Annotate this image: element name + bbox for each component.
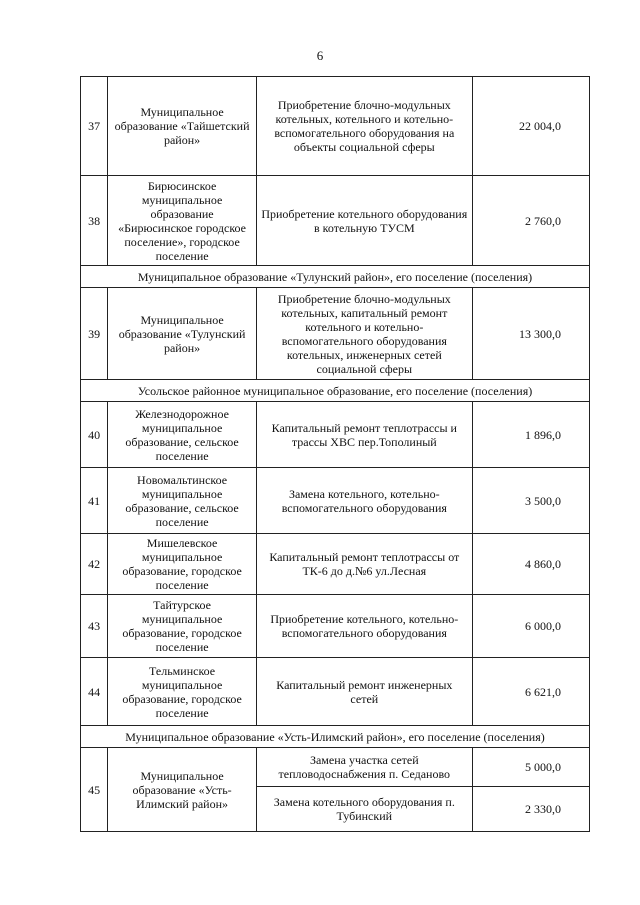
row-number: 41 xyxy=(81,468,108,534)
amount-cell: 13 300,0 xyxy=(472,288,589,380)
amount-cell: 5 000,0 xyxy=(472,748,589,787)
section-row xyxy=(81,380,590,402)
municipality-cell: Мишелевское муниципальное образование, городское поселение xyxy=(108,534,257,595)
table-row xyxy=(81,748,590,787)
table-row xyxy=(81,288,590,380)
work-cell: Приобретение блочно-модульных котельных, котельного и котельно-вспомогательного оборудования на объекты социальной сферы xyxy=(256,77,472,176)
row-number: 37 xyxy=(81,77,108,176)
section-heading: Муниципальное образование «Тулунский район», его поселение (поселения) xyxy=(81,266,590,288)
row-number: 45 xyxy=(81,748,108,832)
row-number: 40 xyxy=(81,402,108,468)
municipality-cell: Муниципальное образование «Тайшетский район» xyxy=(108,77,257,176)
work-cell: Замена котельного оборудования п. Тубинский xyxy=(256,787,472,832)
work-cell: Замена котельного, котельно-вспомогательного оборудования xyxy=(256,468,472,534)
work-cell: Приобретение котельного, котельно-вспомогательного оборудования xyxy=(256,595,472,658)
section-heading: Муниципальное образование «Усть-Илимский район», его поселение (поселения) xyxy=(81,726,590,748)
amount-cell: 4 860,0 xyxy=(472,534,589,595)
amount-cell: 3 500,0 xyxy=(472,468,589,534)
work-cell: Приобретение котельного оборудования в котельную ТУСМ xyxy=(256,176,472,266)
municipality-cell: Новомальтинское муниципальное образование, сельское поселение xyxy=(108,468,257,534)
amount-cell: 22 004,0 xyxy=(472,77,589,176)
row-number: 44 xyxy=(81,658,108,726)
municipality-cell: Тельминское муниципальное образование, городское поселение xyxy=(108,658,257,726)
amount-cell: 1 896,0 xyxy=(472,402,589,468)
section-row xyxy=(81,266,590,288)
work-cell: Капитальный ремонт теплотрассы от ТК-6 до д.№6 ул.Лесная xyxy=(256,534,472,595)
municipality-cell: Железнодорожное муниципальное образование, сельское поселение xyxy=(108,402,257,468)
table-row xyxy=(81,402,590,468)
work-cell: Капитальный ремонт инженерных сетей xyxy=(256,658,472,726)
funding-table xyxy=(80,76,590,832)
row-number: 43 xyxy=(81,595,108,658)
page-number: 6 xyxy=(316,48,324,63)
table-row xyxy=(81,534,590,595)
row-number: 39 xyxy=(81,288,108,380)
work-cell: Замена участка сетей тепловодоснабжения п. Седаново xyxy=(256,748,472,787)
row-number: 38 xyxy=(81,176,108,266)
work-cell: Приобретение блочно-модульных котельных, капитальный ремонт котельного и котельно-вспомогательного оборудования котельных, инженерных сетей социальной сферы xyxy=(256,288,472,380)
amount-cell: 2 760,0 xyxy=(472,176,589,266)
municipality-cell: Муниципальное образование «Усть-Илимский район» xyxy=(108,748,257,832)
section-heading: Усольское районное муниципальное образование, его поселение (поселения) xyxy=(81,380,590,402)
municipality-cell: Муниципальное образование «Тулунский район» xyxy=(108,288,257,380)
table-row xyxy=(81,595,590,658)
work-cell: Капитальный ремонт теплотрассы и трассы ХВС пер.Тополиный xyxy=(256,402,472,468)
table-row xyxy=(81,658,590,726)
amount-cell: 6 621,0 xyxy=(472,658,589,726)
section-row xyxy=(81,726,590,748)
table-row xyxy=(81,468,590,534)
municipality-cell: Бирюсинское муниципальное образование «Бирюсинское городское поселение», городское поселение xyxy=(108,176,257,266)
table-row xyxy=(81,176,590,266)
table-row xyxy=(81,77,590,176)
municipality-cell: Тайтурское муниципальное образование, городское поселение xyxy=(108,595,257,658)
amount-cell: 6 000,0 xyxy=(472,595,589,658)
amount-cell: 2 330,0 xyxy=(472,787,589,832)
row-number: 42 xyxy=(81,534,108,595)
